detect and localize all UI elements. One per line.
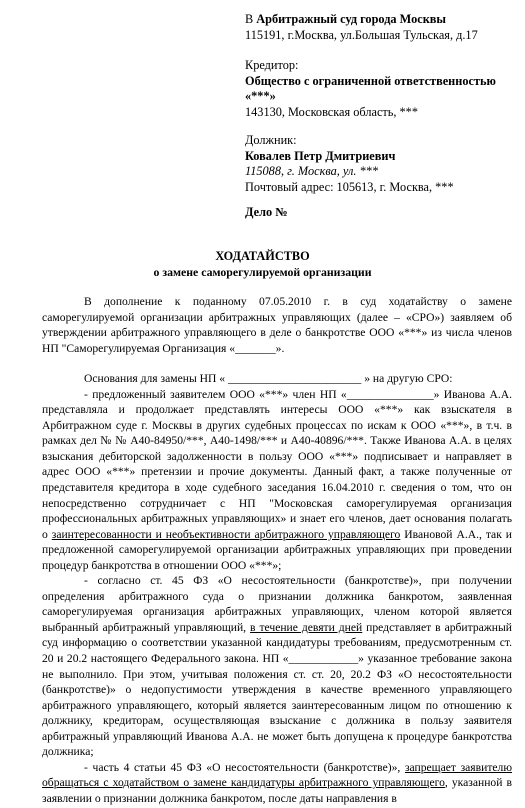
ground-2-underlined: в течение девяти дней — [250, 620, 363, 634]
document-subtitle: о замене саморегулируемой организации — [153, 265, 372, 279]
ground-1-text-b: Ивановой А.А., так и предложенной саморегулируемой организации арбитражных управляющих при проведении процедур банкротства в отношении ООО «***»; — [42, 527, 512, 572]
case-number: Дело № — [245, 205, 288, 219]
creditor-name-line2: «***» — [245, 89, 276, 103]
paragraph-ground-3 — [42, 760, 512, 807]
ground-1-underlined: заинтересованности и необъективности арбитражного управляющего — [51, 527, 401, 541]
ground-3-text-b: , указанной в заявлении о признании должника банкротом, после даты направления в — [42, 776, 512, 805]
creditor-label: Кредитор: — [245, 58, 299, 72]
ground-2-text-b: представляет в арбитражный суд информацию о соответствии указанной кандидатуры требованиям, предусмотренным ст. 20 и 20.2 настоящего Федерального закона. НП «____________» указанное требование закона не выполнило. При этом, учитывая положения ст. ст. 20, 20.2 ФЗ «О несостоятельности (банкротстве)» о недопустимости утверждения в качестве временного управляющего арбитражного управляющего, который является заинтересованным лицом по отношению к должнику, кредиторам, осуществляющая взыскание с должника в пользу заявителя арбитражный управляющий Иванова А.А. не может быть допущена к процедуре банкротства должника; — [42, 620, 512, 759]
court-prefix: В — [245, 12, 257, 26]
debtor-postal: Почтовый адрес: 105613, г. Москва, *** — [245, 179, 454, 194]
ground-1-text-a: - предложенный заявителем ООО «***» член НП «_______________» Иванова А.А. представляла и продолжает представлять интересы ООО «***» как взыскателя в Арбитражном суде г. Москвы в других судебных процессах по искам к ООО «***», в т.ч. в рамках дел № № А40-84950/***, А40-1498/*** и А40-40896/***. Также Иванова А.А. в целях взыскания дебиторской задолженности в пользу ООО «***» подписывает и направляет в адрес ООО «***» претензии и прочие документы. Данный факт, а также полученные от представителя кредитора в ходе судебного заседания 16.04.2010 г. сведения о том, что он непосредственно сотрудничает с НП "Московская саморегулируемая организация профессиональных арбитражных управляющих» и знает его членов, дает основания полагать о — [42, 387, 512, 541]
paragraph-ground-2 — [42, 573, 512, 760]
court-block — [245, 12, 515, 43]
ground-3-underlined: запрещает заявителю обращаться с ходатайством о замене кандидатуры арбитражного управляющего — [42, 760, 512, 790]
court-name: Арбитражный суд города Москвы — [256, 12, 447, 26]
debtor-label: Должник: — [245, 133, 297, 147]
paragraph-intro: В дополнение к поданному 07.05.2010 г. в суд ходатайству о замене саморегулируемой организации арбитражных управляющих (далее – «СРО») заявляем об утверждении арбитражного управляющего в деле о банкротстве ООО «***» из числа членов НП "Саморегулируемая Организация «_______». — [42, 295, 512, 355]
debtor-name: Ковалев Петр Дмитриевич — [245, 148, 396, 163]
ground-3-text-a: - часть 4 статьи 45 ФЗ «О несостоятельности (банкротстве)», — [84, 760, 405, 774]
creditor-name-line1: Общество с ограниченной ответственностью — [245, 73, 496, 88]
court-address: 115191, г.Москва, ул.Большая Тульская, д.17 — [245, 27, 478, 42]
document-body — [42, 294, 512, 807]
document-title: ХОДАТАЙСТВО — [215, 249, 310, 263]
debtor-block — [245, 133, 515, 195]
paragraph-ground-1 — [42, 387, 512, 574]
paragraph-grounds: Основания для замены НП « _______________________ » на другую СРО: — [84, 372, 453, 386]
debtor-address: 115088, г. Москва, ул. *** — [245, 164, 378, 178]
ground-2-text-a: - согласно ст. 45 ФЗ «О несостоятельности (банкротстве)», при получении определения арбитражного суда о признании должника банкротом, заявленная саморегулируемая организация арбитражных управляющих, членом которой является выбранный арбитражный управляющий, — [42, 574, 512, 634]
creditor-address: 143130, Московская область, *** — [245, 104, 418, 119]
creditor-block — [245, 58, 515, 120]
